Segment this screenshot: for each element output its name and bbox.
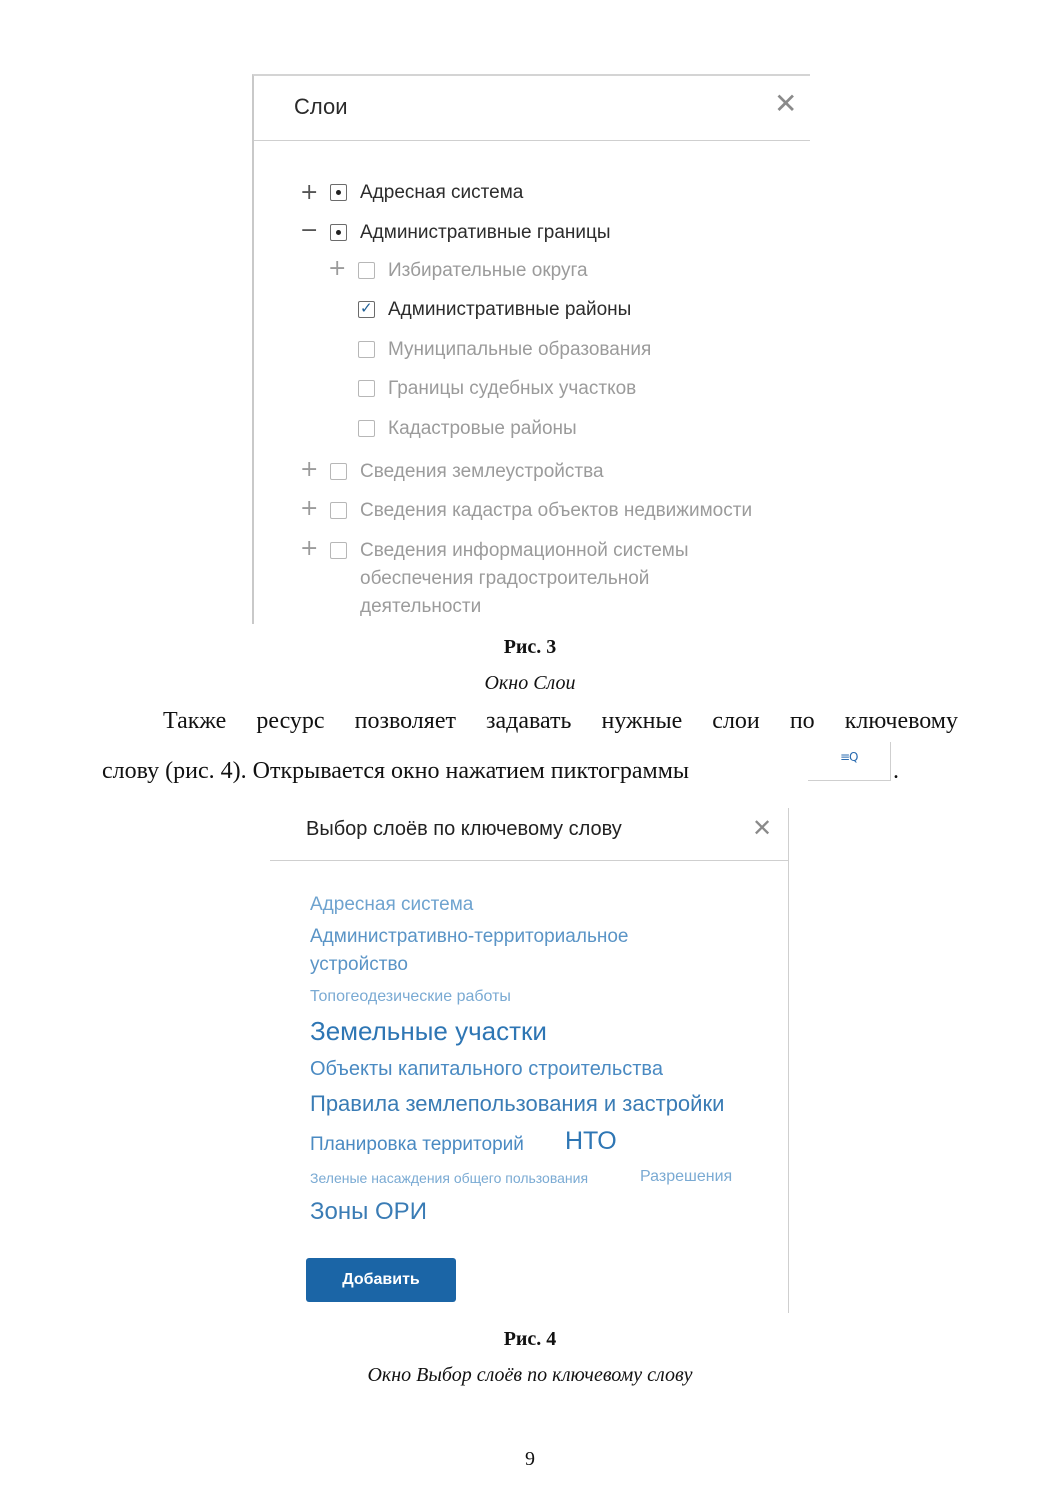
layers-panel-title: Слои [294,94,348,119]
keyword-link[interactable]: Разрешения [640,1168,733,1185]
keyword-panel-title: Выбор слоёв по ключевому слову [306,818,622,840]
tree-checkbox-partial[interactable] [330,224,347,241]
keyword-link[interactable]: Земельные участки [310,1016,547,1046]
tree-item-label: Кадастровые районы [388,418,577,439]
body-text-line2: слову (рис. 4). Открывается окно нажатием пиктограммы [102,758,690,784]
expand-icon[interactable]: + [300,536,319,561]
tree-item-label: Административные районы [388,299,632,320]
keyword-link[interactable]: устройство [310,954,408,975]
keyword-link[interactable]: Топогеодезические работы [310,988,511,1005]
keyword-link[interactable]: НТО [565,1127,617,1155]
figure3-number: Рис. 3 [503,636,557,658]
tree-item-label: Избирательные округа [388,260,588,281]
tree-checkbox[interactable] [358,420,375,437]
close-icon[interactable]: ✕ [774,87,798,120]
page-number: 9 [525,1448,535,1470]
tree-item-label-line2: обеспечения градостроительной [360,568,650,589]
body-text-line1: Также ресурс позволяет задавать нужные слои по ключевому [163,708,958,734]
layers-search-icon: ≡Q [840,750,858,764]
tree-item-label: Муниципальные образования [388,339,652,360]
layers-search-icon-sample [808,742,891,781]
collapse-icon[interactable]: − [300,218,319,243]
keyword-link[interactable]: Объекты капитального строительства [310,1058,663,1080]
tree-checkbox[interactable] [330,502,347,519]
tree-item-label: Сведения информационной системы [360,540,689,561]
tree-item-label: Административные границы [360,222,611,243]
keyword-link[interactable]: Административно-территориальное [310,926,629,947]
tree-checkbox-partial[interactable] [330,184,347,201]
tree-checkbox[interactable] [358,262,375,279]
close-icon[interactable]: ✕ [752,814,773,842]
tree-item-label-line3: деятельности [360,596,482,617]
tree-checkbox[interactable] [330,463,347,480]
layers-panel [252,74,810,624]
figure4-caption: Окно Выбор слоёв по ключевому слову [367,1364,693,1386]
tree-checkbox[interactable] [358,341,375,358]
figure3-caption: Окно Слои [484,672,576,694]
tree-checkbox-checked[interactable]: ✓ [358,301,375,318]
tree-item-label: Сведения землеустройства [360,461,604,482]
keyword-link[interactable]: Зоны ОРИ [310,1198,427,1225]
keyword-panel [270,808,789,1313]
add-button[interactable]: Добавить [306,1258,456,1302]
tree-item-label: Сведения кадастра объектов недвижимости [360,500,753,521]
expand-icon[interactable]: + [328,256,347,281]
keyword-link[interactable]: Зеленые насаждения общего пользования [310,1170,589,1186]
body-text-period: . [893,758,899,784]
figure4-number: Рис. 4 [503,1328,557,1350]
tree-item-label: Границы судебных участков [388,378,637,399]
expand-icon[interactable]: + [300,457,319,482]
tree-checkbox[interactable] [330,542,347,559]
keyword-link[interactable]: Адресная система [310,894,474,915]
keyword-link[interactable]: Правила землепользования и застройки [310,1091,725,1116]
expand-icon[interactable]: + [300,180,319,205]
tree-item-label: Адресная система [360,182,524,203]
keyword-panel-header [270,808,788,861]
expand-icon[interactable]: + [300,496,319,521]
layers-panel-header [254,76,810,141]
keyword-link[interactable]: Планировка территорий [310,1134,524,1155]
tree-checkbox[interactable] [358,380,375,397]
